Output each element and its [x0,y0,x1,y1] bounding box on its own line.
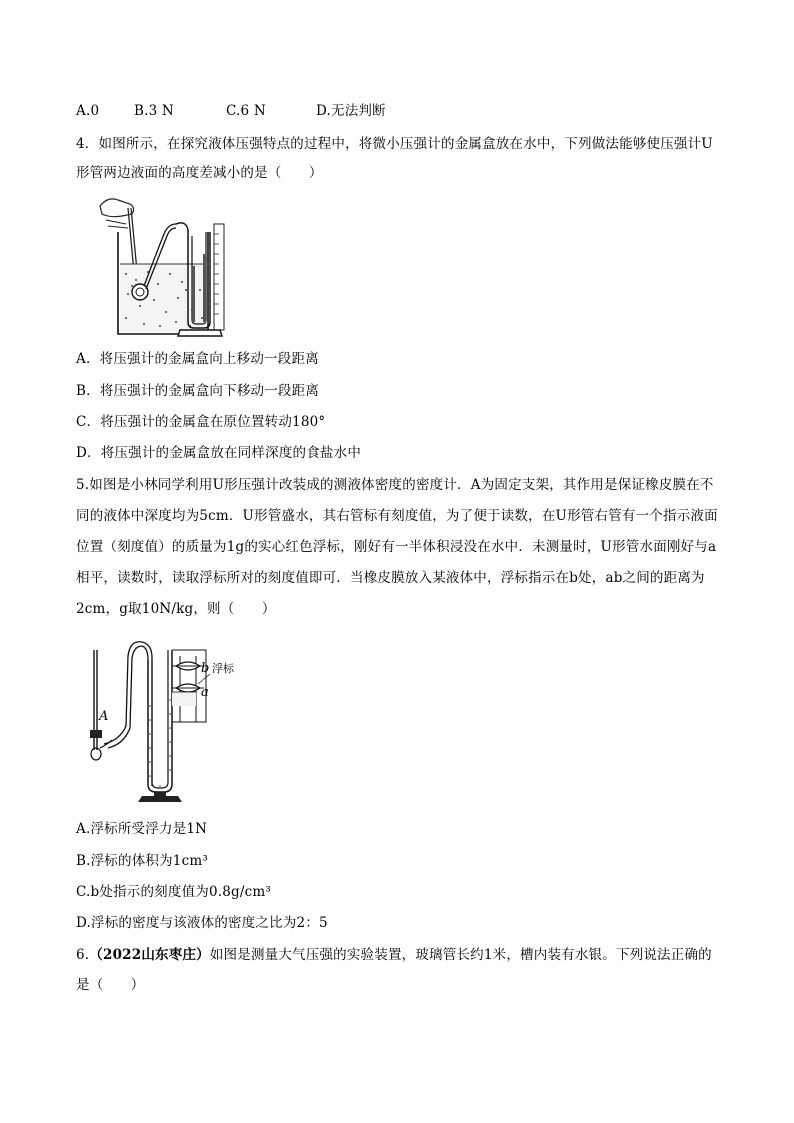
q4-stem-line-1: 4．如图所示，在探究液体压强特点的过程中，将微小压强计的金属盒放在水中，下列做法能够使压强计U [76,136,713,152]
q3-option-d: D.无法判断 [316,103,386,119]
q5-option-a: A.浮标所受浮力是1N [76,821,208,837]
q5-density-meter-figure [84,636,244,804]
q4-figure-drawing [96,194,226,340]
q4-stem-line-2: 形管两边液面的高度差减小的是（ ） [76,165,323,181]
q5-label-a: a [201,685,209,700]
q4-option-a: A．将压强计的金属盒向上移动一段距离 [76,351,319,367]
q6-number: 6. [76,947,90,963]
q5-label-b: b [201,661,210,676]
q5-figure-drawing [84,636,244,804]
q5-stem-line-3: 位置（刻度值）的质量为1g的实心红色浮标，刚好有一半体积浸没在水中．未测量时，U形管水面刚好与a [76,539,717,555]
q4-pressure-gauge-figure [96,194,226,340]
q5-option-b: B.浮标的体积为1cm³ [76,853,208,869]
q4-option-d: D．将压强计的金属盒放在同样深度的食盐水中 [76,445,362,461]
q5-stem-line-4: 相平，读数时，读取浮标所对的刻度值即可．当橡皮膜放入某液体中，浮标指示在b处，ab之间的距离为 [76,570,705,586]
q3-option-c: C.6 N [226,103,266,119]
q5-label-float: 浮标 [212,662,234,675]
q3-option-b: B.3 N [134,103,174,119]
q5-stem-line-1: 5.如图是小林同学利用U形压强计改装成的测液体密度的密度计．A为固定支架，其作用是保证橡皮膜在不 [76,477,714,493]
q5-option-c: C.b处指示的刻度值为0.8g/cm³ [76,884,272,900]
q6-stem-line-1 [76,945,712,965]
q5-stem-line-2: 同的液体中深度均为5cm．U形管盛水，其右管标有刻度值，为了便于读数，在U形管右管有一个指示液面 [76,508,718,524]
q6-stem-rest: 如图是测量大气压强的实验装置，玻璃管长约1米，槽内装有水银。下列说法正确的 [209,947,712,963]
q3-option-a: A.0 [76,103,100,119]
q4-option-c: C．将压强计的金属盒在原位置转动180° [76,414,326,430]
q5-label-A: A [99,709,109,724]
q5-option-d: D.浮标的密度与该液体的密度之比为2：5 [76,915,328,931]
q5-stem-line-5: 2cm，g取10N/kg，则（ ） [76,601,276,617]
q6-stem-line-2: 是（ ） [76,977,145,993]
q6-source: （2022山东枣庄） [89,947,210,963]
q4-option-b: B．将压强计的金属盒向下移动一段距离 [76,383,320,399]
q3-options [76,101,386,121]
